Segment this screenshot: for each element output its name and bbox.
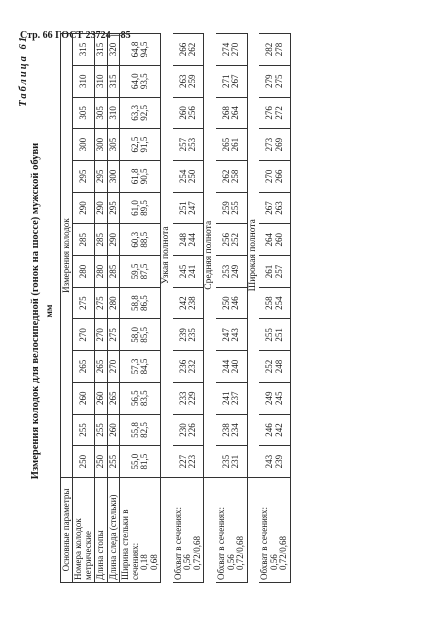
table-cell [259, 65, 290, 97]
table-cell-line: 261 [264, 264, 275, 279]
table-cell-line: 247 [187, 201, 198, 215]
table-cell [173, 224, 204, 256]
table-cell: 255 [95, 414, 107, 446]
table-cell: 260 [107, 414, 119, 446]
table-cell [173, 34, 204, 66]
row-sub-label: 0,18 [139, 554, 150, 570]
table-cell-line: 89,5 [139, 200, 150, 216]
table-caption: Таблица 61 [18, 35, 29, 107]
table-cell-line: 87,5 [139, 263, 150, 280]
table-cell-line: 245 [273, 391, 284, 405]
table-cell: 250 [95, 446, 107, 478]
table-cell [216, 224, 247, 256]
table-cell-line: 253 [187, 137, 198, 152]
table-cell-line: 268 [220, 106, 231, 120]
table-cell: 280 [95, 256, 107, 288]
table-cell: 295 [95, 160, 107, 192]
table-cell-line: 231 [230, 454, 241, 469]
table-cell: 295 [73, 160, 95, 192]
table-cell [120, 446, 161, 478]
rotated-table-block [18, 31, 408, 591]
table-cell: 255 [73, 414, 95, 446]
table-cell: 285 [95, 224, 107, 256]
table-cell [120, 256, 161, 288]
table-cell-line: 232 [187, 359, 198, 374]
table-cell-line: 238 [187, 296, 198, 310]
table-cell [259, 192, 290, 224]
table-cell-line: 92,5 [139, 105, 150, 121]
row-sub-label: 0,56 [225, 554, 236, 570]
table-cell-line: 229 [187, 391, 198, 405]
table-cell [120, 129, 161, 161]
table-cell-line: 282 [264, 42, 275, 57]
table-cell [259, 287, 290, 319]
table-cell-line: 252 [230, 232, 241, 247]
table-cell: 300 [107, 160, 119, 192]
table-cell [259, 34, 290, 66]
table-cell: 295 [107, 192, 119, 224]
table-cell-line: 260 [177, 106, 188, 120]
table-cell [120, 382, 161, 414]
table-row [173, 34, 204, 583]
table-cell: 265 [107, 382, 119, 414]
table-cell: 315 [73, 34, 95, 66]
table-cell [120, 224, 161, 256]
table-cell: 290 [73, 192, 95, 224]
table-cell: 265 [73, 351, 95, 383]
table-cell-line: 64,0 [129, 73, 140, 90]
table-cell-line: 261 [230, 137, 241, 152]
table-cell [216, 414, 247, 446]
table-cell [216, 34, 247, 66]
table-cell: 275 [73, 287, 95, 319]
table-cell-line: 258 [230, 169, 241, 184]
table-cell [120, 160, 161, 192]
table-row [95, 34, 107, 583]
table-cell-line: 243 [264, 454, 275, 469]
table-cell-line: 244 [220, 359, 231, 374]
page-header: Стр. 66 ГОСТ 23724—85 [20, 30, 131, 41]
table-cell-line: 246 [230, 296, 241, 310]
table-cell-line: 88,5 [139, 231, 150, 248]
table-cell-line: 270 [230, 42, 241, 57]
table-cell [173, 446, 204, 478]
table-cell-line: 58,8 [129, 295, 140, 312]
table-cell-line: 259 [187, 74, 198, 88]
table-cell-line: 241 [187, 264, 198, 279]
table-cell-line: 240 [230, 359, 241, 374]
table-cell-line: 239 [177, 328, 188, 342]
table-cell: 265 [95, 351, 107, 383]
row-label [259, 478, 290, 583]
table-cell-line: 61,8 [129, 168, 140, 185]
table-cell-line: 249 [264, 391, 275, 405]
table-cell-line: 254 [273, 296, 284, 310]
table-cell-line: 82,5 [139, 422, 150, 438]
table-cell-line: 58,0 [129, 326, 140, 343]
table-cell-line: 267 [230, 74, 241, 88]
table-cell-line: 266 [273, 169, 284, 184]
table-cell: 310 [95, 65, 107, 97]
table-cell-line: 265 [220, 137, 231, 152]
table-cell-line: 242 [177, 296, 188, 310]
table-cell [120, 192, 161, 224]
table-cell-line: 260 [273, 232, 284, 247]
table-cell-line: 263 [177, 74, 188, 88]
table-cell-line: 259 [220, 201, 231, 215]
table-row [259, 34, 290, 583]
table-cell-line: 227 [177, 454, 188, 469]
table-cell-line: 266 [177, 42, 188, 57]
row-label-text: Номера колодок метрические [73, 518, 93, 580]
table-cell-line: 267 [264, 201, 275, 215]
row-label-text: Длина следа (стельки) [107, 494, 118, 580]
table-cell: 275 [95, 287, 107, 319]
table-cell [259, 97, 290, 129]
table-cell-line: 84,5 [139, 358, 150, 375]
row-label-text: Обхват в сечениях: [259, 507, 270, 580]
table-cell-line: 59,5 [129, 263, 140, 280]
table-cell-line: 223 [187, 454, 198, 469]
table-cell [259, 224, 290, 256]
table-cell-line: 63,3 [129, 105, 140, 121]
table-cell-line: 256 [220, 232, 231, 247]
table-cell-line: 252 [264, 359, 275, 374]
table-cell [259, 160, 290, 192]
table-cell-line: 271 [220, 74, 231, 88]
section-heading-spacer [160, 478, 172, 583]
table-cell: 290 [107, 224, 119, 256]
table-cell: 270 [107, 351, 119, 383]
table-cell-line: 233 [177, 391, 188, 405]
table-cell-line: 264 [230, 106, 241, 120]
table-cell [216, 65, 247, 97]
table-cell [259, 446, 290, 478]
table-cell-line: 262 [220, 169, 231, 184]
row-label [73, 478, 95, 583]
table-cell [120, 287, 161, 319]
table-cell-line: 64,8 [129, 41, 140, 58]
table-cell: 270 [95, 319, 107, 351]
table-cell-line: 274 [220, 42, 231, 57]
table-cell-line: 251 [177, 201, 188, 215]
section-heading: Широкая полнота [247, 34, 259, 478]
table-cell-line: 226 [187, 423, 198, 437]
table-cell-line: 234 [230, 423, 241, 437]
row-label-text: Ширина стельки в сечениях: [120, 509, 140, 580]
table-cell-line: 279 [264, 74, 275, 88]
row-sub-label: 0,56 [182, 554, 193, 570]
row-label [107, 478, 119, 583]
table-cell [216, 129, 247, 161]
table-cell: 290 [95, 192, 107, 224]
table-cell-line: 57,3 [129, 358, 140, 375]
table-cell-line: 244 [187, 232, 198, 247]
table-cell-line: 248 [177, 232, 188, 247]
row-sub-label: 0,72/0,68 [278, 535, 289, 570]
table-cell-line: 275 [273, 74, 284, 88]
table-cell [216, 446, 247, 478]
section-heading-row [247, 34, 259, 583]
table-cell-line: 60,3 [129, 231, 140, 248]
table-cell [173, 382, 204, 414]
table-cell-line: 264 [264, 232, 275, 247]
table-cell [216, 192, 247, 224]
row-label-text: Длина стопы [95, 530, 106, 580]
table-cell-line: 254 [177, 169, 188, 184]
table-cell-line: 237 [230, 391, 241, 405]
table-cell [173, 414, 204, 446]
section-heading-spacer [204, 478, 216, 583]
row-label [95, 478, 107, 583]
table-cell-line: 55,8 [129, 422, 140, 438]
table-cell: 285 [73, 224, 95, 256]
table-cell: 255 [107, 446, 119, 478]
section-heading-spacer [247, 478, 259, 583]
table-cell-line: 242 [273, 423, 284, 437]
table-cell [120, 414, 161, 446]
table-cell-line: 235 [220, 454, 231, 469]
table-cell-line: 278 [273, 42, 284, 57]
table-cell-line: 248 [273, 359, 284, 374]
row-sub-label: 0,72/0,68 [191, 535, 202, 570]
table-cell [259, 129, 290, 161]
table-cell [120, 65, 161, 97]
table-cell-line: 90,5 [139, 168, 150, 185]
table-cell-line: 251 [273, 328, 284, 342]
table-cell: 275 [107, 319, 119, 351]
table-cell: 310 [107, 97, 119, 129]
table-cell-line: 235 [187, 328, 198, 342]
row-label-text: Обхват в сечениях: [216, 507, 227, 580]
table-row [120, 34, 161, 583]
table-cell [259, 319, 290, 351]
group-header: Измерения колодок [61, 34, 73, 478]
section-heading: Узкая полнота [160, 34, 172, 478]
table-cell [173, 129, 204, 161]
row-label [216, 478, 247, 583]
table-cell [259, 256, 290, 288]
table-cell: 305 [107, 129, 119, 161]
row-label [173, 478, 204, 583]
row-sub-label: 0,72/0,68 [235, 535, 246, 570]
table-cell [173, 287, 204, 319]
table-cell-line: 253 [220, 264, 231, 279]
table-cell-line: 258 [264, 296, 275, 310]
table-cell: 320 [107, 34, 119, 66]
table-cell-line: 243 [230, 328, 241, 342]
table-row [73, 34, 95, 583]
table-cell-line: 270 [264, 169, 275, 184]
row-label-text: Обхват в сечениях: [172, 507, 183, 580]
table-title: Измерения колодок для велосипедной (гонок на шоссе) мужской обуви [30, 142, 41, 480]
table-cell-line: 256 [187, 106, 198, 120]
table-cell [120, 34, 161, 66]
table-cell-line: 55,0 [129, 453, 140, 470]
table-cell: 300 [95, 129, 107, 161]
table-cell [173, 256, 204, 288]
table-cell: 310 [73, 65, 95, 97]
table-cell: 305 [73, 97, 95, 129]
table-cell-line: 250 [187, 169, 198, 184]
table-row [216, 34, 247, 583]
table-cell: 315 [107, 65, 119, 97]
table-cell [216, 256, 247, 288]
section-heading-row [204, 34, 216, 583]
table-cell-line: 257 [273, 264, 284, 279]
section-heading-row [160, 34, 172, 583]
table-cell: 300 [73, 129, 95, 161]
table-cell-line: 239 [273, 454, 284, 469]
table-cell-line: 93,5 [139, 73, 150, 90]
table-cell-line: 81,5 [139, 453, 150, 470]
row-sub-label: 0,56 [268, 554, 279, 570]
table-cell: 305 [95, 97, 107, 129]
table-cell-line: 86,5 [139, 295, 150, 312]
table-cell-line: 250 [220, 296, 231, 310]
table-cell [216, 351, 247, 383]
table-cell-line: 263 [273, 201, 284, 215]
param-header: Основные параметры [61, 478, 73, 583]
row-label [120, 478, 161, 583]
table-cell-line: 62,5 [129, 136, 140, 153]
table-cell-line: 241 [220, 391, 231, 405]
table-cell-line: 85,5 [139, 326, 150, 343]
table-cell [173, 97, 204, 129]
table-cell-line: 257 [177, 137, 188, 152]
table-cell [173, 65, 204, 97]
table-cell-line: 61,0 [129, 200, 140, 216]
table-cell: 260 [95, 382, 107, 414]
table-cell [173, 160, 204, 192]
table-cell [173, 319, 204, 351]
section-heading: Средняя полнота [204, 34, 216, 478]
table-cell-line: 262 [187, 42, 198, 57]
table-cell-line: 230 [177, 423, 188, 437]
table-cell [120, 319, 161, 351]
table-row [107, 34, 119, 583]
table-cell-line: 255 [264, 328, 275, 342]
table-cell-line: 83,5 [139, 390, 150, 407]
table-cell-line: 236 [177, 359, 188, 374]
table-units: мм [45, 304, 55, 318]
table-cell: 280 [107, 287, 119, 319]
table-cell [216, 319, 247, 351]
table-cell [216, 287, 247, 319]
row-sub-label: 0,68 [148, 554, 159, 570]
table-cell-line: 94,5 [139, 41, 150, 58]
table-cell-line: 246 [264, 423, 275, 437]
table-cell-line: 91,5 [139, 136, 150, 153]
table-cell [120, 351, 161, 383]
table-cell [216, 160, 247, 192]
table-cell: 270 [73, 319, 95, 351]
table-cell [259, 414, 290, 446]
table-cell-line: 272 [273, 106, 284, 120]
table-cell-line: 247 [220, 328, 231, 342]
table-cell [259, 382, 290, 414]
table-cell [216, 382, 247, 414]
table-cell-line: 276 [264, 106, 275, 120]
table-cell: 285 [107, 256, 119, 288]
table-cell [173, 192, 204, 224]
table-cell-line: 56,5 [129, 390, 140, 407]
table-cell: 280 [73, 256, 95, 288]
table-cell [216, 97, 247, 129]
table-cell [120, 97, 161, 129]
table-cell-line: 269 [273, 137, 284, 152]
table-cell-line: 245 [177, 264, 188, 279]
table-cell-line: 273 [264, 137, 275, 152]
table-cell-line: 255 [230, 201, 241, 215]
table-cell [259, 351, 290, 383]
table-cell [173, 351, 204, 383]
table-cell-line: 249 [230, 264, 241, 279]
table-cell-line: 238 [220, 423, 231, 437]
measurements-table [60, 33, 291, 583]
table-cell: 315 [95, 34, 107, 66]
table-cell: 250 [73, 446, 95, 478]
table-cell: 260 [73, 382, 95, 414]
